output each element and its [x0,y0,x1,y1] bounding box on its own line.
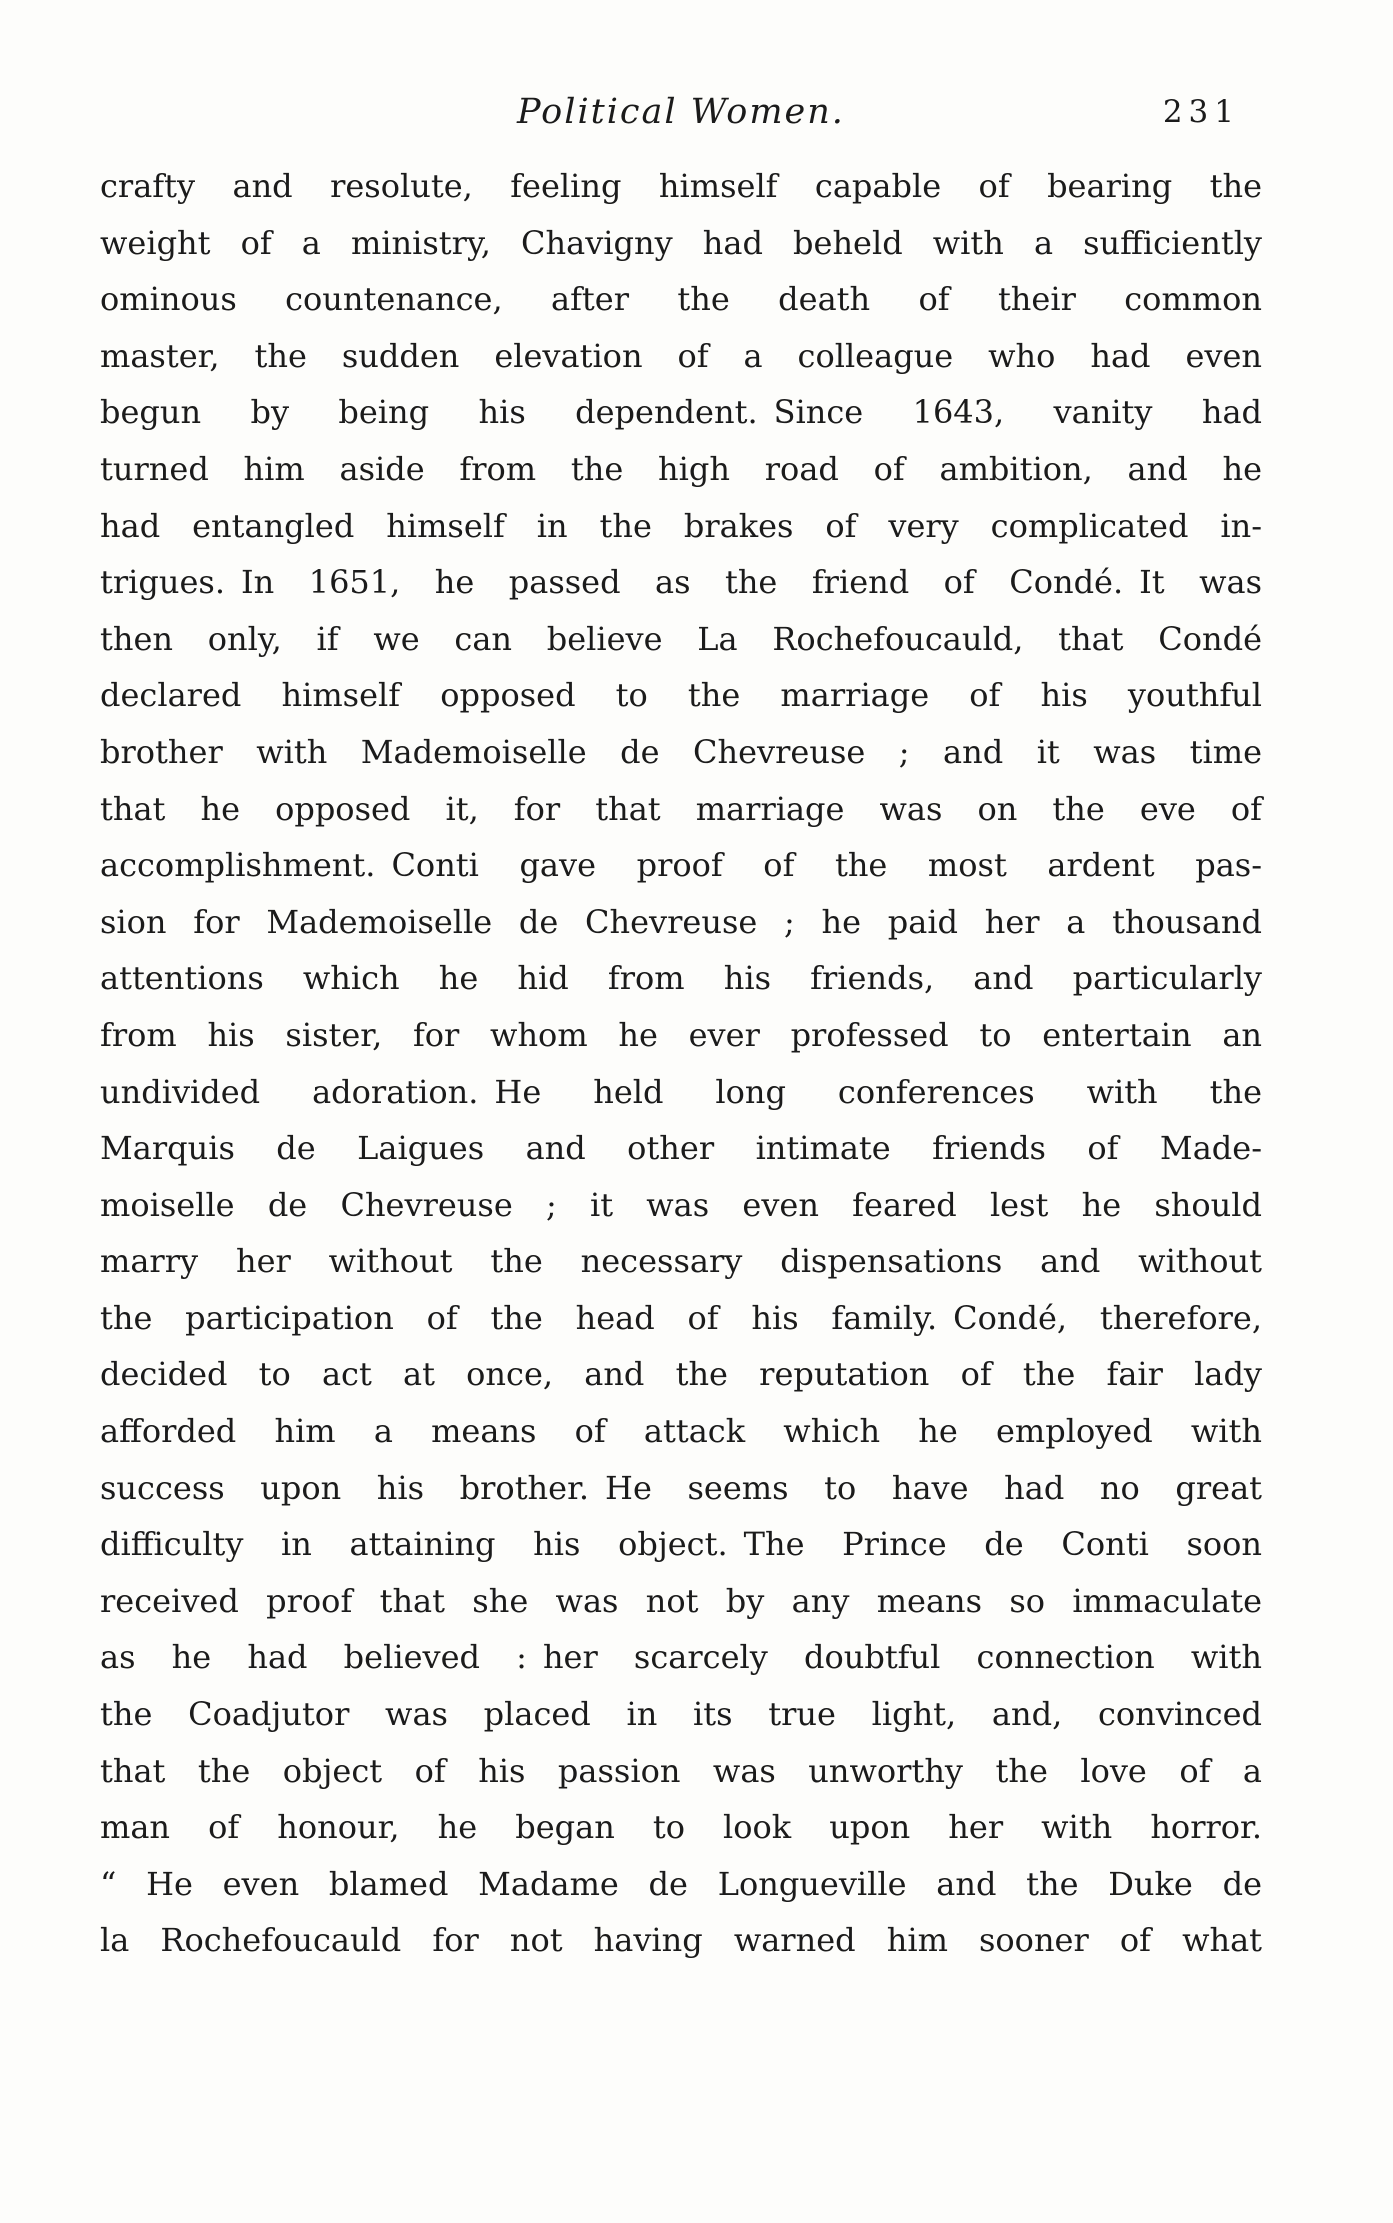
text-line: had entangled himself in the brakes of very complicated in- [100,506,1262,545]
text-line: difficulty in attaining his object. The Prince de Conti soon [100,1525,1262,1564]
text-line: attentions which he hid from his friends, and particularly [100,959,1262,998]
text-line: decided to act at once, and the reputation of the fair lady [100,1355,1262,1394]
text-line: begun by being his dependent. Since 1643, vanity had [100,393,1262,432]
body-text [100,158,1262,1969]
text-line: marry her without the necessary dispensations and without [100,1242,1262,1281]
text-line: as he had believed : her scarcely doubtful connection with [100,1638,1262,1677]
text-line: man of honour, he began to look upon her with horror. [100,1808,1262,1847]
text-line: trigues. In 1651, he passed as the friend of Condé. It was [100,563,1262,602]
text-line: the participation of the head of his family. Condé, therefore, [100,1298,1262,1337]
text-line: la Rochefoucauld for not having warned him sooner of what [100,1921,1262,1960]
text-line: Marquis de Laigues and other intimate friends of Made- [100,1129,1262,1168]
text-line: then only, if we can believe La Rochefoucauld, that Condé [100,619,1262,658]
text-line: brother with Mademoiselle de Chevreuse ; and it was time [100,732,1262,771]
text-line: weight of a ministry, Chavigny had beheld with a sufficiently [100,223,1262,262]
text-line: received proof that she was not by any means so immaculate [100,1581,1262,1620]
text-line: turned him aside from the high road of ambition, and he [100,449,1262,488]
page-title: Political Women. [517,92,845,132]
text-line: master, the sudden elevation of a colleague who had even [100,336,1262,375]
text-line: from his sister, for whom he ever professed to entertain an [100,1015,1262,1054]
text-line: undivided adoration. He held long conferences with the [100,1072,1262,1111]
text-line: success upon his brother. He seems to have had no great [100,1468,1262,1507]
text-line: that the object of his passion was unworthy the love of a [100,1751,1262,1790]
text-line: crafty and resolute, feeling himself capable of bearing the [100,167,1262,205]
text-line: moiselle de Chevreuse ; it was even feared lest he should [100,1185,1262,1224]
running-head [100,92,1262,142]
text-line: declared himself opposed to the marriage of his youthful [100,676,1262,715]
text-line: that he opposed it, for that marriage was on the eve of [100,789,1262,828]
text-line: sion for Mademoiselle de Chevreuse ; he paid her a thousand [100,902,1262,941]
text-line: ominous countenance, after the death of their common [100,280,1262,319]
page-number: 231 [1162,94,1240,130]
text-line: afforded him a means of attack which he employed with [100,1412,1262,1451]
text-line: accomplishment. Conti gave proof of the most ardent pas- [100,846,1262,885]
text-line: “ He even blamed Madame de Longueville and the Duke de [100,1864,1262,1903]
text-line: the Coadjutor was placed in its true light, and, convinced [100,1695,1262,1734]
